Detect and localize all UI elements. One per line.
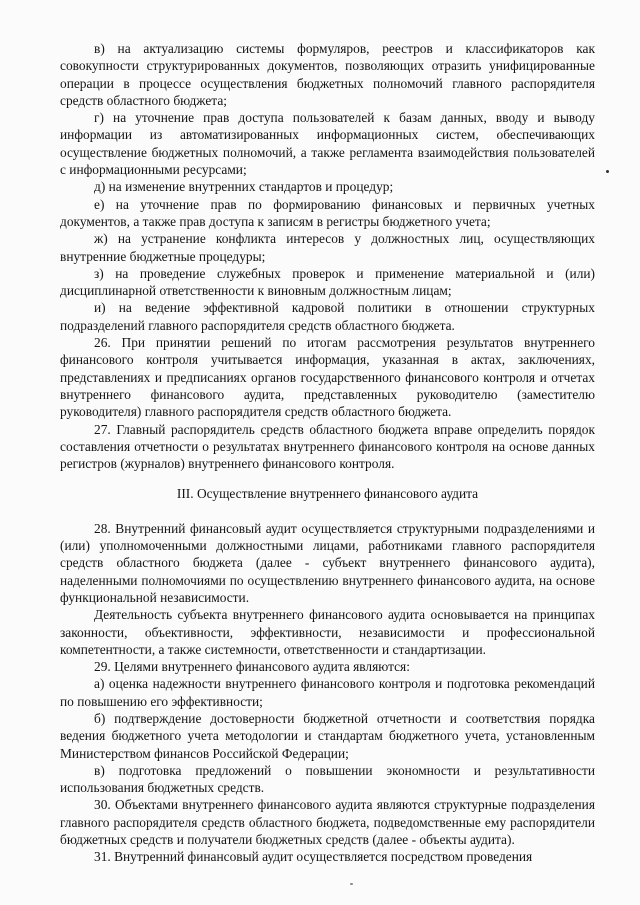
scan-dot <box>606 170 609 173</box>
paragraph-29v: в) подготовка предложений о повышении экономности и результативности использования бюджетных средств. <box>60 762 595 796</box>
paragraph-v: в) на актуализацию системы формуляров, реестров и классификаторов как совокупности структурированных документов, позволяющих отразить унифицированные операции в процессе осуществления бюджетных полномочий главного распорядителя средств областного бюджета; <box>60 41 595 108</box>
paragraph-29: 29. Целями внутреннего финансового аудита являются: <box>94 659 410 675</box>
paragraph-e: е) на уточнение прав по формированию финансовых и первичных учетных документов, а также прав доступа к записям в регистры бюджетного учета; <box>60 196 595 229</box>
paragraph-27: 27. Главный распорядитель средств областного бюджета вправе определить порядок составления отчетности о результатах внутреннего финансового контроля на основе данных регистров (журналов) внутреннего финансового контроля. <box>60 421 595 472</box>
paragraph-z: з) на проведение служебных проверок и применение материальной и (или) дисциплинарной ответственности к виновным должностным лицам; <box>60 265 595 299</box>
paragraph-i: и) на ведение эффективной кадровой политики в отношении структурных подразделений главного распорядителя средств областного бюджета. <box>60 300 595 333</box>
paragraph-29a: а) оценка надежности внутреннего финансового контроля и подготовка рекомендаций по повышению его эффективности; <box>60 676 595 709</box>
document-body <box>60 40 595 866</box>
paragraph-26: 26. При принятии решений по итогам рассмотрения результатов внутреннего финансового контроля учитывается информация, указанная в актах, заключениях, представлениях и предписаниях органов государственного финансового контроля и отчетах внутреннего финансового аудита, представленных руководителю (заместителю руководителя) главного распорядителя средств областного бюджета. <box>60 335 595 420</box>
paragraph-principles: Деятельность субъекта внутреннего финансового аудита основывается на принципах законности, объективности, эффективности, независимости и профессиональной компетентности, а также системности, ответственности и стандартизации. <box>60 607 595 657</box>
paragraph-30: 30. Объектами внутреннего финансового аудита являются структурные подразделения главного распорядителя средств областного бюджета, подведомственные ему распорядители бюджетных средств и получатели бюджетных средств (далее - объекты аудита). <box>60 797 595 848</box>
paragraph-29b: б) подтверждение достоверности бюджетной отчетности и соответствия порядка ведения бюджетного учета методологии и стандартам бюджетного учета, установленным Министерством финансов Российской Федерации; <box>60 710 595 761</box>
paragraph-28: 28. Внутренний финансовый аудит осуществляется структурными подразделениями и (или) уполномоченными должностными лицами, работниками главного распорядителя средств областного бюджета (далее - субъект внутреннего финансового аудита), наделенными полномочиями по осуществлению внутреннего финансового аудита, на основе функциональной независимости. <box>60 520 595 605</box>
paragraph-g: г) на уточнение прав доступа пользователей к базам данных, вводу и выводу информации из автоматизированных информационных систем, обеспечивающих осуществление бюджетных полномочий, а также регламента взаимодействия пользователей с информационными ресурсами; <box>60 110 595 178</box>
paragraph-zh: ж) на устранение конфликта интересов у должностных лиц, осуществляющих внутренние бюджетные процедуры; <box>60 231 595 264</box>
paragraph-31: 31. Внутренний финансовый аудит осуществляется посредством проведения <box>94 849 533 865</box>
paragraph-d: д) на изменение внутренних стандартов и процедур; <box>94 179 394 195</box>
scan-dot <box>350 883 353 885</box>
section-heading: III. Осуществление внутреннего финансового аудита <box>176 486 479 502</box>
